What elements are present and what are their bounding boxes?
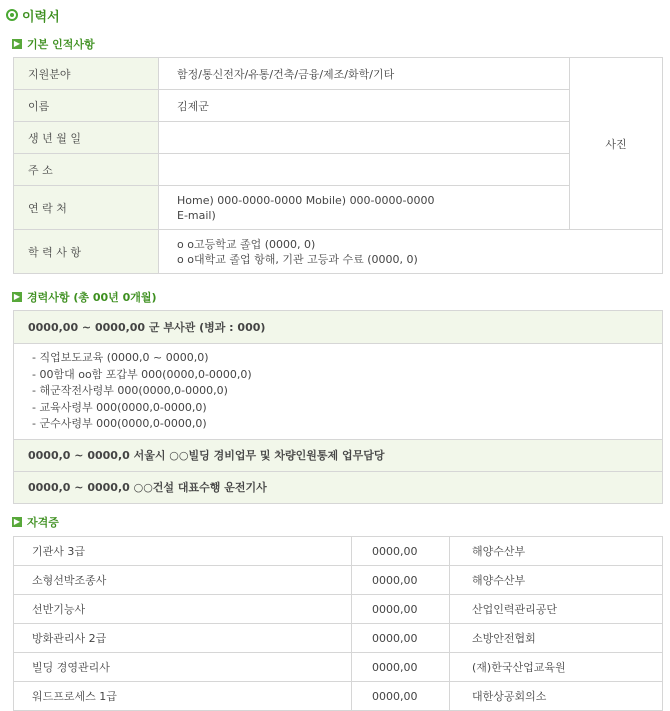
basic-section-heading xyxy=(12,36,95,52)
license-issuer: 소방안전협회 xyxy=(450,624,663,653)
label-name: 이름 xyxy=(14,90,159,122)
license-section-heading xyxy=(12,514,59,530)
page-title-block xyxy=(6,6,60,24)
table-row xyxy=(14,624,663,653)
table-row xyxy=(14,566,663,595)
basic-section-title: 기본 인적사항 xyxy=(27,38,95,51)
career-detail-line: - 00함대 oo함 포갑부 000(0000,0-0000,0) xyxy=(32,367,252,381)
value-contact xyxy=(159,186,570,230)
label-contact: 연 락 처 xyxy=(14,186,159,230)
arrow-square-icon: ▶ xyxy=(13,292,21,301)
license-name: 워드프로세스 1급 xyxy=(14,682,352,711)
license-name: 선반기능사 xyxy=(14,595,352,624)
table-row xyxy=(14,653,663,682)
license-date: 0000,00 xyxy=(352,537,450,566)
career-entry-header: 0000,00 ~ 0000,00 군 부사관 (병과 : 000) xyxy=(14,311,662,344)
license-issuer: 해양수산부 xyxy=(450,566,663,595)
education-line: o o대학교 졸업 항해, 기관 고등과 수료 (0000, 0) xyxy=(177,252,418,266)
value-birthdate xyxy=(159,122,570,154)
license-date: 0000,00 xyxy=(352,595,450,624)
arrow-square-icon: ▶ xyxy=(13,39,21,48)
license-date: 0000,00 xyxy=(352,624,450,653)
value-field: 함정/통신전자/유통/건축/금융/제조/화학/기타 xyxy=(159,58,570,90)
education-line: o o고등학교 졸업 (0000, 0) xyxy=(177,237,316,251)
value-education xyxy=(159,230,663,274)
table-row xyxy=(14,537,663,566)
basic-info-table xyxy=(13,57,663,274)
contact-email: E-mail) xyxy=(177,208,216,222)
license-date: 0000,00 xyxy=(352,566,450,595)
table-row xyxy=(14,682,663,711)
arrow-square-icon: ▶ xyxy=(13,517,21,526)
photo-cell: 사진 xyxy=(570,58,663,230)
license-name: 빌딩 경영관리사 xyxy=(14,653,352,682)
career-section-heading xyxy=(12,289,157,305)
license-section-title: 자격증 xyxy=(27,516,59,529)
career-box xyxy=(13,310,663,504)
contact-phones: Home) 000-0000-0000 Mobile) 000-0000-0000 xyxy=(177,193,435,207)
label-field: 지원분야 xyxy=(14,58,159,90)
license-issuer: 해양수산부 xyxy=(450,537,663,566)
career-entry-header: 0000,0 ~ 0000,0 서울시 ○○빌딩 경비업무 및 차량인원통제 업무담당 xyxy=(14,440,662,472)
career-detail-line: - 교육사령부 000(0000,0-0000,0) xyxy=(32,400,207,414)
license-name: 소형선박조종사 xyxy=(14,566,352,595)
license-name: 방화관리사 2급 xyxy=(14,624,352,653)
label-birthdate: 생 년 월 일 xyxy=(14,122,159,154)
license-table xyxy=(13,536,663,711)
career-detail-line: - 군수사령부 000(0000,0-0000,0) xyxy=(32,417,207,430)
career-entry-header: 0000,0 ~ 0000,0 ○○건설 대표수행 운전기사 xyxy=(14,472,662,503)
career-section-title: 경력사항 (총 00년 0개월) xyxy=(27,291,157,304)
license-date: 0000,00 xyxy=(352,653,450,682)
label-address: 주 소 xyxy=(14,154,159,186)
career-detail-line: - 해군작전사령부 000(0000,0-0000,0) xyxy=(32,384,228,397)
license-issuer: (재)한국산업교육원 xyxy=(450,653,663,682)
table-row xyxy=(14,595,663,624)
license-issuer: 대한상공회의소 xyxy=(450,682,663,711)
label-education: 학 력 사 항 xyxy=(14,230,159,274)
career-entry-details xyxy=(14,344,662,440)
career-detail-line: - 직업보도교육 (0000,0 ~ 0000,0) xyxy=(32,351,209,364)
license-issuer: 산업인력관리공단 xyxy=(450,595,663,624)
circle-bullet-icon xyxy=(6,9,18,21)
value-name: 김제군 xyxy=(159,90,570,122)
license-date: 0000,00 xyxy=(352,682,450,711)
license-name: 기관사 3급 xyxy=(14,537,352,566)
page-title: 이력서 xyxy=(22,9,60,25)
value-address xyxy=(159,154,570,186)
